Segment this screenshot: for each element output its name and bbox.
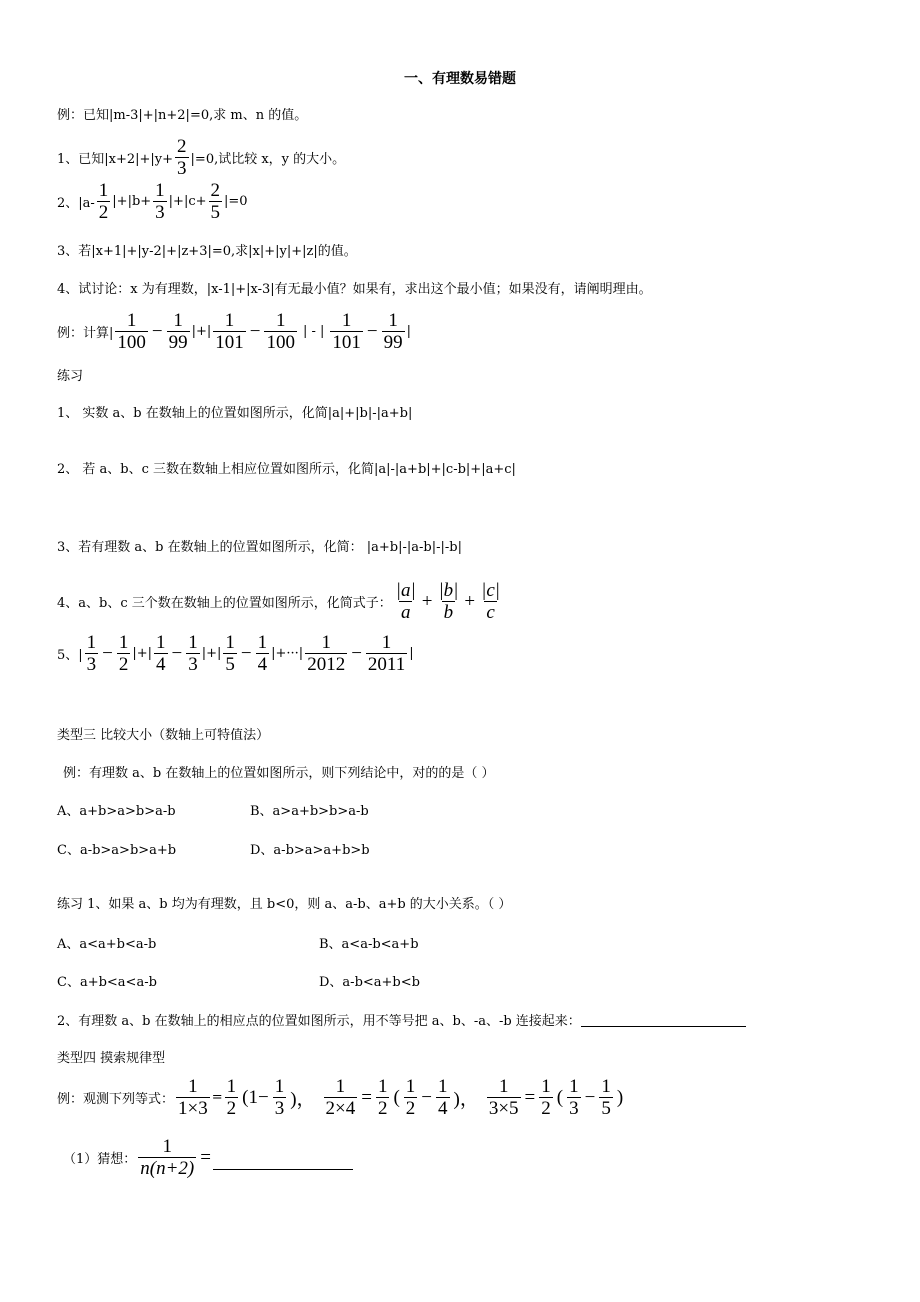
page-title: 一、有理数易错题 [404,71,516,87]
example-1 [57,310,411,353]
minus-sign: − [351,642,362,664]
ex4-text: )， [290,1089,316,1110]
fraction: $\frac{1}{100}$ [117,310,146,353]
minus-sign: − [240,642,252,664]
ex1-text: | - | [302,324,325,339]
fraction: $\frac{1}{2}$ [118,632,129,675]
fraction: $\frac{1}{3}$ [188,632,198,675]
p4-text: 4、a、b、c 三个数在数轴上的位置如图所示，化简式子： [57,596,392,611]
fraction: $\frac{2}{3}$ [177,136,187,179]
fraction: $\frac{1}{2}$ [98,180,109,223]
minus-sign: − [171,642,183,664]
fraction: $\frac{1}{2}$ [226,1076,237,1119]
fraction: $\frac{1}{101}$ [215,310,244,353]
example-4 [57,1076,625,1119]
fraction: $\frac{1}{2\times 4}$ [325,1076,356,1119]
practice-label: 练习 [57,369,84,384]
fraction: $\frac{1}{4}$ [257,632,268,675]
practice-5 [57,632,414,675]
fraction: $\frac{1}{3}$ [86,632,97,675]
fraction: $\frac{1}{101}$ [332,310,361,353]
p5-text: |+| [201,646,222,661]
type-3-heading: 类型三 比较大小（数轴上可特值法） [57,728,270,743]
ex4-text: 例：观测下列等式： [57,1092,175,1107]
p5-text: |+| [132,646,153,661]
fraction: $\frac{1}{2011}$ [367,632,406,675]
example-0: 例：已知|m-3|+|n+2|=0,求 m、n 的值。 [57,108,308,123]
pr-option-c: C、a+b<a<a-b [57,975,157,990]
fraction: $\frac{1}{2012}$ [307,632,346,675]
fraction: $\frac{1}{4}$ [156,632,166,675]
pr2-text: 2、有理数 a、b 在数轴上的相应点的位置如图所示，用不等号把 a、b、-a、-b 连接起来： [57,1014,581,1029]
q1-text-post: |=0,试比较 x，y 的大小。 [190,152,346,167]
q2-text: |+|b+ [112,194,152,209]
plus-sign: + [464,590,476,612]
q2-text: |+|c+ [168,194,207,209]
fraction: $\frac{1}{n(n+2)}$ [140,1136,195,1179]
fraction: $\frac{1}{5}$ [601,1076,611,1119]
fraction: $\frac{1}{3\times 5}$ [488,1076,519,1119]
p5-text: | [409,646,414,661]
practice-2: 2、 若 a、b、c 三数在数轴上相应位置如图所示，化简|a|-|a+b|+|c-b|+|a+c| [57,462,516,477]
answer-blank[interactable] [581,1012,746,1027]
minus-sign: − [366,320,378,342]
equals-sign: = [524,1086,536,1108]
practice-3: 3、若有理数 a、b 在数轴上的位置如图所示，化简： |a+b|-|a-b|-|-b| [57,540,462,555]
equals-sign: = [361,1086,372,1108]
fraction: $\frac{1}{1\times 3}$ [178,1076,208,1119]
fraction: $\frac{|b|}{b}$ [438,580,459,623]
practice-b-2 [57,1010,746,1029]
ex4-text: ( [393,1086,400,1108]
fraction: $\frac{1}{3}$ [155,180,165,223]
minus-sign: − [249,320,261,342]
practice-4 [57,580,504,623]
option-c: C、a-b>a>b>a+b [57,843,177,858]
pr-option-a: A、a<a+b<a-b [57,937,157,952]
option-b: B、a>a+b>b>a-b [250,804,369,819]
answer-blank[interactable] [213,1145,353,1170]
guess-text: （1）猜想： [63,1152,137,1167]
ex4-text: ) [616,1086,624,1108]
question-1 [57,136,345,179]
p5-text: |+···| [271,646,304,661]
ex4-text: )， [453,1089,479,1110]
ex1-text: |+| [191,324,212,339]
p5-text: 5、| [57,648,83,663]
ex1-text: 例：计算| [57,326,114,341]
fraction: $\frac{1}{3}$ [274,1076,285,1119]
guess-line [63,1136,353,1179]
fraction: $\frac{1}{4}$ [438,1076,448,1119]
question-4: 4、试讨论：x 为有理数，|x-1|+|x-3|有无最小值？如果有，求出这个最小值；如果没有，请阐明理由。 [57,282,652,297]
fraction: $\frac{|c|}{c}$ [481,580,500,623]
fraction: $\frac{1}{2}$ [377,1076,388,1119]
equals-sign: = [211,1090,223,1105]
option-a: A、a+b>a>b>a-b [57,804,176,819]
q2-text: 2、|a- [57,196,95,211]
type-4-heading: 类型四 摸索规律型 [57,1051,166,1066]
fraction: $\frac{2}{5}$ [210,180,220,223]
fraction: $\frac{1}{100}$ [266,310,295,353]
example-3: 例：有理数 a、b 在数轴上的位置如图所示，则下列结论中，对的的是（ ） [63,766,495,781]
minus-sign: − [102,642,113,664]
q1-text: 1、已知|x+2|+|y+ [57,152,174,167]
pr-option-b: B、a<a-b<a+b [319,937,419,952]
minus-sign: − [421,1086,432,1108]
question-3: 3、若|x+1|+|y-2|+|z+3|=0,求|x|+|y|+|z|的值。 [57,244,357,259]
practice-b-1: 练习 1、如果 a、b 均为有理数，且 b<0，则 a、a-b、a+b 的大小关系。（ ） [57,897,512,912]
fraction: $\frac{1}{5}$ [225,632,235,675]
plus-sign: + [421,590,433,612]
fraction: $\frac{1}{3}$ [569,1076,579,1119]
ex1-text: | [406,324,412,339]
practice-1: 1、 实数 a、b 在数轴上的位置如图所示，化简|a|+|b|-|a+b| [57,406,413,421]
minus-sign: − [151,320,163,342]
equals-sign: = [200,1146,211,1168]
fraction: $\frac{|a|}{a}$ [395,580,416,623]
ex4-text: ( [556,1086,564,1108]
ex4-text: (1− [242,1086,269,1108]
option-d: D、a-b>a>a+b>b [250,843,370,858]
pr-option-d: D、a-b<a+b<b [319,975,420,990]
fraction: $\frac{1}{99}$ [383,310,403,353]
fraction: $\frac{1}{99}$ [168,310,188,353]
question-2 [57,180,248,223]
fraction: $\frac{1}{2}$ [541,1076,551,1119]
minus-sign: − [584,1086,596,1108]
q2-text: |=0 [224,194,248,209]
fraction: $\frac{1}{2}$ [405,1076,416,1119]
